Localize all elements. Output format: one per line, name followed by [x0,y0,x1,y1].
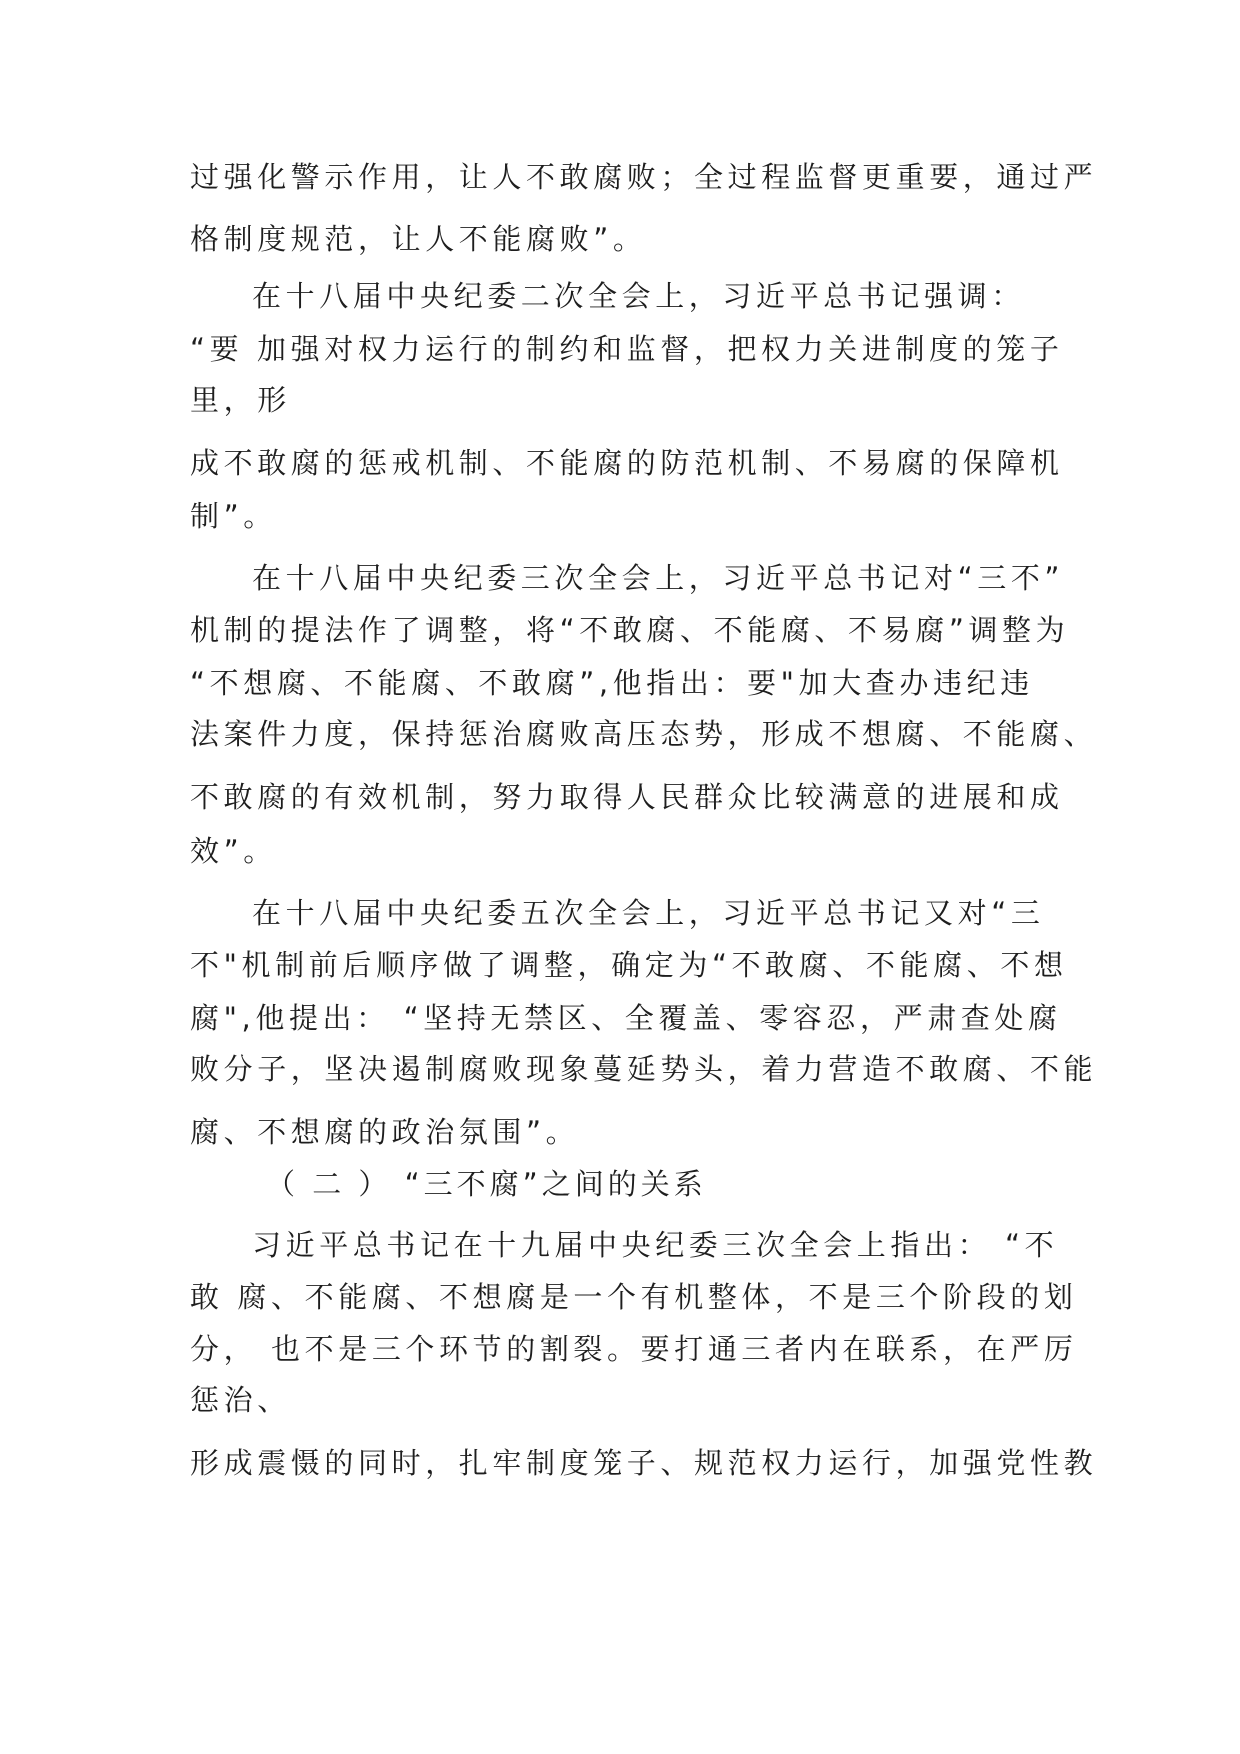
body-text-line: 形成震慑的同时，扎牢制度笼子、规范权力运行，加强党性教 [190,1446,1098,1480]
body-text-line: “要 加强对权力运行的制约和监督，把权力关进制度的笼子 [190,332,1064,366]
body-text-line: 不"机制前后顺序做了调整，确定为“不敢腐、不能腐、不想 [190,948,1068,982]
body-text-line: 效”。 [190,834,277,868]
body-text-line: 不敢腐的有效机制，努力取得人民群众比较满意的进展和成 [190,780,1064,814]
body-text-line: 过强化警示作用，让人不敢腐败；全过程监督更重要，通过严 [190,160,1098,194]
paragraph-first-line: 在十八届中央纪委三次全会上，习近平总书记对“三不” [252,561,1065,595]
body-text-line: 格制度规范，让人不能腐败”。 [190,222,647,256]
body-text-line: 敢 腐、不能腐、不想腐是一个有机整体，不是三个阶段的划 [190,1280,1078,1314]
body-text-line: “不想腐、不能腐、不敢腐”,他指出：要"加大查办违纪违 [190,666,1034,700]
body-text-line: 制”。 [190,499,277,533]
paragraph-first-line: 在十八届中央纪委二次全会上，习近平总书记强调： [252,279,1025,313]
section-heading: （ 二 ） “三不腐”之间的关系 [266,1167,707,1201]
body-text-line: 分， 也不是三个环节的割裂。要打通三者内在联系，在严厉 [190,1332,1078,1366]
body-text-line: 腐",他提出： “坚持无禁区、全覆盖、零容忍，严肃查处腐 [190,1001,1062,1035]
body-text-line: 败分子，坚决遏制腐败现象蔓延势头，着力营造不敢腐、不能 [190,1052,1098,1086]
paragraph-first-line: 习近平总书记在十九届中央纪委三次全会上指出： “不 [252,1228,1059,1262]
body-text-line: 惩治、 [190,1383,291,1417]
body-text-line: 法案件力度，保持惩治腐败高压态势，形成不想腐、不能腐、 [190,717,1098,751]
body-text-line: 腐、不想腐的政治氛围”。 [190,1115,580,1149]
body-text-line: 机制的提法作了调整，将“不敢腐、不能腐、不易腐”调整为 [190,613,1070,647]
paragraph-first-line: 在十八届中央纪委五次全会上，习近平总书记又对“三 [252,896,1045,930]
body-text-line: 成不敢腐的惩戒机制、不能腐的防范机制、不易腐的保障机 [190,446,1064,480]
body-text-line: 里，形 [190,383,291,417]
